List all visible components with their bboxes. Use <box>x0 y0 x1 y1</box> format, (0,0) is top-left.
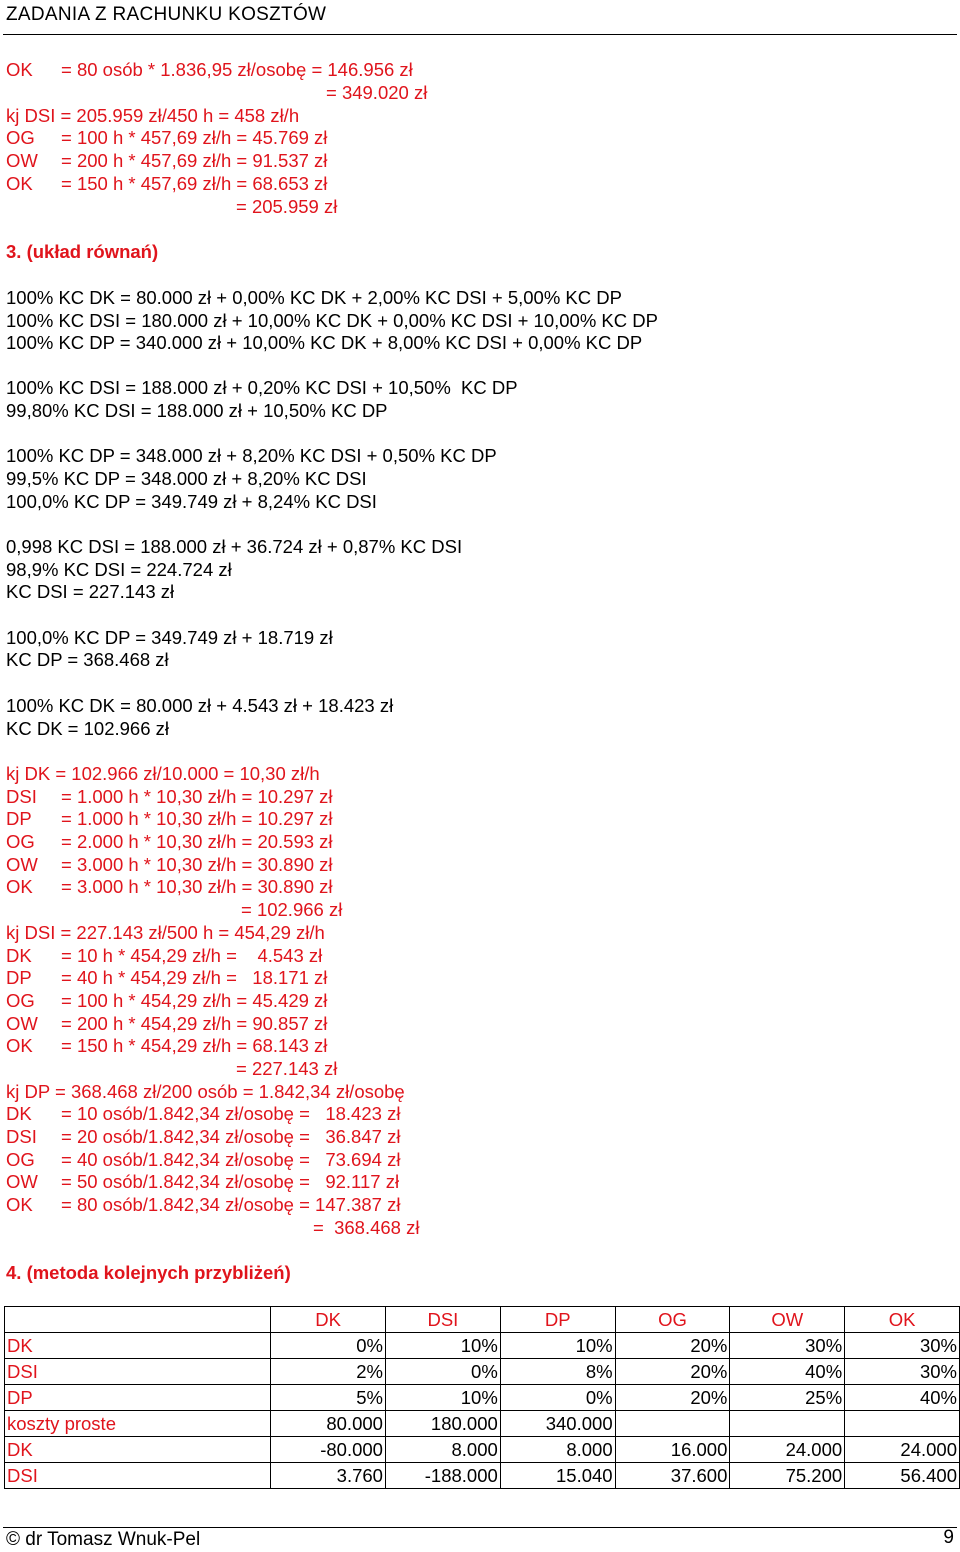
table-cell: -80.000 <box>271 1437 386 1463</box>
table-cell: 3.760 <box>271 1463 386 1489</box>
line-prefix: OK <box>6 1194 33 1215</box>
table-header-cell: OW <box>730 1307 845 1333</box>
text-line: = 227.143 zł <box>236 1058 338 1079</box>
line-prefix: OG <box>6 127 35 148</box>
table-header-cell <box>5 1307 271 1333</box>
table-cell: 25% <box>730 1385 845 1411</box>
line-text: = 40 osób/1.842,34 zł/osobę = 73.694 zł <box>61 1149 401 1170</box>
text-line: 98,9% KC DSI = 224.724 zł <box>6 559 232 580</box>
table-cell: 37.600 <box>615 1463 730 1489</box>
line-text: = 1.000 h * 10,30 zł/h = 10.297 zł <box>61 808 333 829</box>
table-cell: 20% <box>615 1385 730 1411</box>
table-row <box>5 1463 960 1489</box>
line-text: = 150 h * 457,69 zł/h = 68.653 zł <box>61 173 328 194</box>
text-line: 100% KC DP = 348.000 zł + 8,20% KC DSI + 0,50% KC DP <box>6 445 497 466</box>
table-cell: 0% <box>271 1333 386 1359</box>
text-line <box>6 59 413 81</box>
text-line <box>6 876 333 898</box>
text-line <box>6 1013 327 1035</box>
table-header-cell: DSI <box>385 1307 500 1333</box>
text-line: 100% KC DK = 80.000 zł + 4.543 zł + 18.423 zł <box>6 695 394 716</box>
text-line: 0,998 KC DSI = 188.000 zł + 36.724 zł + 0,87% KC DSI <box>6 536 463 557</box>
line-prefix: DK <box>6 1103 32 1124</box>
line-prefix: DP <box>6 967 32 988</box>
table-cell: 80.000 <box>271 1411 386 1437</box>
allocation-table <box>4 1306 960 1489</box>
table-row <box>5 1411 960 1437</box>
table-header-cell: DK <box>271 1307 386 1333</box>
table-cell: 8% <box>500 1359 615 1385</box>
table-cell: 15.040 <box>500 1463 615 1489</box>
text-line: kj DSI = 205.959 zł/450 h = 458 zł/h <box>6 105 300 126</box>
line-prefix: OG <box>6 1149 35 1170</box>
text-line: 100% KC DK = 80.000 zł + 0,00% KC DK + 2,00% KC DSI + 5,00% KC DP <box>6 287 622 308</box>
text-line: = 205.959 zł <box>236 196 338 217</box>
row-label: DK <box>5 1333 271 1359</box>
text-line: kj DK = 102.966 zł/10.000 = 10,30 zł/h <box>6 763 320 784</box>
table-cell: 0% <box>500 1385 615 1411</box>
table-row <box>5 1385 960 1411</box>
text-line <box>6 967 327 989</box>
line-text: = 20 osób/1.842,34 zł/osobę = 36.847 zł <box>61 1126 401 1147</box>
table-cell: 75.200 <box>730 1463 845 1489</box>
table-header-row <box>5 1307 960 1333</box>
table-cell: 10% <box>385 1333 500 1359</box>
table-cell: 10% <box>385 1385 500 1411</box>
text-line <box>6 1171 399 1193</box>
table-cell: 30% <box>845 1359 960 1385</box>
table-row <box>5 1437 960 1463</box>
line-text: = 80 osób/1.842,34 zł/osobę = 147.387 zł <box>61 1194 401 1215</box>
text-line <box>6 150 327 172</box>
text-line: KC DP = 368.468 zł <box>6 649 169 670</box>
text-line: kj DSI = 227.143 zł/500 h = 454,29 zł/h <box>6 922 325 943</box>
text-line <box>6 808 333 830</box>
text-line <box>6 1103 400 1125</box>
section-heading: 3. (układ równań) <box>6 241 159 262</box>
line-text: = 100 h * 454,29 zł/h = 45.429 zł <box>61 990 328 1011</box>
row-label: DSI <box>5 1359 271 1385</box>
text-line: 100% KC DSI = 180.000 zł + 10,00% KC DK + 0,00% KC DSI + 10,00% KC DP <box>6 310 658 331</box>
text-line: 100% KC DSI = 188.000 zł + 0,20% KC DSI + 10,50% KC DP <box>6 377 518 398</box>
text-line <box>6 1194 400 1216</box>
row-label: koszty proste <box>5 1411 271 1437</box>
line-prefix: DP <box>6 808 32 829</box>
line-prefix: OK <box>6 1035 33 1056</box>
text-line <box>6 1126 400 1148</box>
text-line <box>6 854 333 876</box>
section-heading: 4. (metoda kolejnych przybliżeń) <box>6 1262 291 1283</box>
table-cell: 340.000 <box>500 1411 615 1437</box>
header-divider <box>3 34 957 35</box>
text-line: KC DK = 102.966 zł <box>6 718 169 739</box>
text-line <box>6 1149 400 1171</box>
table-cell: 10% <box>500 1333 615 1359</box>
table-row <box>5 1359 960 1385</box>
line-text: = 1.000 h * 10,30 zł/h = 10.297 zł <box>61 786 333 807</box>
footer-copyright: © dr Tomasz Wnuk-Pel <box>6 1529 201 1550</box>
table-header-cell: DP <box>500 1307 615 1333</box>
line-prefix: OK <box>6 59 33 80</box>
table-cell <box>845 1411 960 1437</box>
table-cell: 24.000 <box>730 1437 845 1463</box>
table-cell: 2% <box>271 1359 386 1385</box>
text-line: kj DP = 368.468 zł/200 osób = 1.842,34 zł/osobę <box>6 1081 405 1102</box>
table-cell: 30% <box>845 1333 960 1359</box>
line-text: = 10 osób/1.842,34 zł/osobę = 18.423 zł <box>61 1103 401 1124</box>
text-line: 100,0% KC DP = 349.749 zł + 8,24% KC DSI <box>6 491 377 512</box>
row-label: DSI <box>5 1463 271 1489</box>
table-cell: 180.000 <box>385 1411 500 1437</box>
line-prefix: OK <box>6 876 33 897</box>
line-prefix: OW <box>6 150 38 171</box>
text-line: KC DSI = 227.143 zł <box>6 581 175 602</box>
table-header-cell: OK <box>845 1307 960 1333</box>
line-text: = 40 h * 454,29 zł/h = 18.171 zł <box>61 967 328 988</box>
text-line <box>6 127 327 149</box>
line-prefix: DK <box>6 945 32 966</box>
table-cell: 30% <box>730 1333 845 1359</box>
line-text: = 200 h * 454,29 zł/h = 90.857 zł <box>61 1013 328 1034</box>
line-text: = 10 h * 454,29 zł/h = 4.543 zł <box>61 945 323 966</box>
table-cell: 20% <box>615 1359 730 1385</box>
page-header-title: ZADANIA Z RACHUNKU KOSZTÓW <box>6 4 327 25</box>
table-cell <box>615 1411 730 1437</box>
line-text: = 2.000 h * 10,30 zł/h = 20.593 zł <box>61 831 333 852</box>
table-cell: -188.000 <box>385 1463 500 1489</box>
table-cell: 56.400 <box>845 1463 960 1489</box>
line-text: = 3.000 h * 10,30 zł/h = 30.890 zł <box>61 876 333 897</box>
line-prefix: OW <box>6 1171 38 1192</box>
page-number: 9 <box>943 1527 954 1548</box>
text-line <box>6 786 333 808</box>
line-text: = 50 osób/1.842,34 zł/osobę = 92.117 zł <box>61 1171 400 1192</box>
table-cell: 24.000 <box>845 1437 960 1463</box>
text-line <box>6 173 327 195</box>
line-prefix: OG <box>6 831 35 852</box>
line-prefix: DSI <box>6 786 37 807</box>
line-prefix: OW <box>6 1013 38 1034</box>
table-cell: 8.000 <box>500 1437 615 1463</box>
line-text: = 3.000 h * 10,30 zł/h = 30.890 zł <box>61 854 333 875</box>
line-text: = 80 osób * 1.836,95 zł/osobę = 146.956 zł <box>61 59 413 80</box>
text-line: 100% KC DP = 340.000 zł + 10,00% KC DK + 8,00% KC DSI + 0,00% KC DP <box>6 332 643 353</box>
text-line <box>6 945 322 967</box>
table-cell: 40% <box>845 1385 960 1411</box>
text-line: 100,0% KC DP = 349.749 zł + 18.719 zł <box>6 627 333 648</box>
table-cell: 8.000 <box>385 1437 500 1463</box>
text-line: = 349.020 zł <box>326 82 428 103</box>
line-text: = 150 h * 454,29 zł/h = 68.143 zł <box>61 1035 328 1056</box>
line-prefix: DSI <box>6 1126 37 1147</box>
text-line <box>6 831 333 853</box>
text-line: = 102.966 zł <box>241 899 343 920</box>
text-line: 99,5% KC DP = 348.000 zł + 8,20% KC DSI <box>6 468 367 489</box>
table-row <box>5 1333 960 1359</box>
table-cell: 40% <box>730 1359 845 1385</box>
table-cell: 0% <box>385 1359 500 1385</box>
row-label: DK <box>5 1437 271 1463</box>
table-header-cell: OG <box>615 1307 730 1333</box>
line-prefix: OG <box>6 990 35 1011</box>
line-text: = 200 h * 457,69 zł/h = 91.537 zł <box>61 150 328 171</box>
table-cell: 20% <box>615 1333 730 1359</box>
row-label: DP <box>5 1385 271 1411</box>
text-line: 99,80% KC DSI = 188.000 zł + 10,50% KC DP <box>6 400 388 421</box>
line-prefix: OW <box>6 854 38 875</box>
table-cell: 5% <box>271 1385 386 1411</box>
text-line <box>6 1035 327 1057</box>
table-cell: 16.000 <box>615 1437 730 1463</box>
line-text: = 100 h * 457,69 zł/h = 45.769 zł <box>61 127 328 148</box>
text-line <box>6 990 327 1012</box>
line-prefix: OK <box>6 173 33 194</box>
table-cell <box>730 1411 845 1437</box>
text-line: = 368.468 zł <box>313 1217 420 1238</box>
